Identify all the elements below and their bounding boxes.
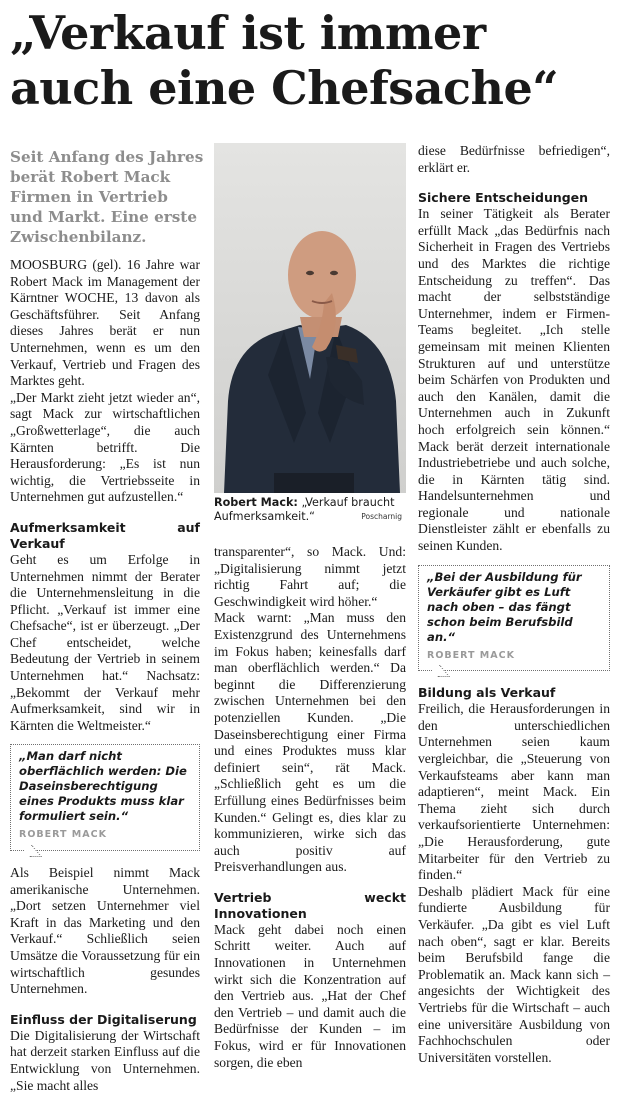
body-paragraph: „Der Markt zieht jetzt wieder an“, sagt Mack zur wirtschaftlichen „Großwetterlage“, die auch Kärnten betrifft. Die Herausforderung: „Es ist nun wichtig, die Vertriebsseite in Unternehmen gut aufzustellen.“ [10,389,200,505]
caption-text: „Verkauf braucht Aufmerksamkeit.“ [214,496,395,523]
section-heading: Aufmerksamkeit auf Verkauf [10,519,200,551]
pull-quote-text: „Man darf nicht oberflächlich werden: Die Daseinsberechtigung eines Produkts muss klar formuliert sein.“ [19,749,187,824]
article-column-2 [214,544,406,1071]
body-paragraph: Die Digitalisierung der Wirtschaft hat derzeit starken Einfluss auf die Entwicklung von Unternehmen. „Sie macht alles [10,1027,200,1093]
article-column-3 [418,143,610,1066]
body-paragraph: Als Beispiel nimmt Mack amerikanische Unternehmen. „Dort setzen Unternehmer viel Kraft in das Marketing und den Verkauf.“ Schließlich seien Umsätze die Voraussetzung für ein wirtschaftlich gesundes Unternehmen. [10,865,200,997]
body-paragraph: Mack warnt: „Man muss den Existenzgrund des Unternehmens im Fokus haben; keinesfalls darf man oberflächlich werden.“ Da beginnt die Differenzierung zwischen Unternehmen bei den potenziellen Kunden. „Die Daseinsberechtigung einer Firma und eines Produktes muss klar definiert sein“, rät Mack. „Schließlich geht es um die Erfüllung eines Bedürfnisses beim Kunden.“ Gelingt es, dies klar zu kommunizieren, wirke sich das auch positiv auf Preisverhandlungen aus. [214,610,406,875]
photo-credit: Poscharnig [361,512,402,521]
section-heading: Sichere Entscheidungen [418,190,589,206]
body-paragraph: Freilich, die Herausforderungen in den unterschiedlichen Unternehmen seien kaum vergleichbar, die „Steuerung von Verkaufsteams aber kann man adaptieren“, meint Mack. Ein Thema zieht sich durch verkaufsorientierte Unternehmen: „Die Herausforderung, gute Mitarbeiter für den Vertrieb zu finden.“ [418,701,610,883]
body-paragraph: Deshalb plädiert Mack für eine fundierte Ausbildung für Verkäufer. „Da gibt es viel Luft nach oben“, sagt er klar. Bereits beim Berufsbild fange die Problematik an. Mack kann sich – angesichts der Wichtigkeit des Vertriebs für die Wirtschaft – auch eine universitäre Ausbildung von Fachhochschulen oder Universitäten vorstellen. [418,883,610,1065]
pull-quote [418,565,610,672]
body-paragraph: transparenter“, so Mack. Und: „Digitalisierung nimmt jetzt richtig Fahrt auf; die Geschwindigkeit wird höher.“ [214,544,406,609]
section-heading: Einfluss der Digitaliserung [10,1011,197,1027]
headline [10,6,610,116]
lead-paragraph: Seit Anfang des Jahres berät Robert Mack Firmen in Vertrieb und Markt. Eine erste Zwischenbilanz. [10,148,204,246]
portrait-illustration [214,143,406,493]
photo-caption [214,496,406,524]
body-paragraph: In seiner Tätigkeit als Berater erfüllt Mack „das Bedürfnis nach Sicherheit in Fragen des Vertriebs und des Marktes die richtige Entscheidung zu treffen“. Das macht der selbstständige Unternehmer, indem er Firmen-Teams begleitet. „Ich stelle gemeinsam mit meinen Klienten Strukturen auf und unterstütze beim Schärfen von Produkten und auch den Kanälen, damit die Unternehmen auch in Zukunft hoch erfolgreich sein können.“ Mack berät derzeit internationale Industriebetriebe und auch solche, die in Kärnten tätig sind. Handelsunternehmen und regionale und nationale Dienstleister zählt er ebenfalls zu seinen Kunden. [418,206,610,554]
body-paragraph: diese Bedürfnisse befriedigen“, erklärt er. [418,143,610,175]
pull-quote-author: ROBERT MACK [19,829,107,841]
headline-line-1: „Verkauf ist immer [10,6,486,60]
pull-quote-author: ROBERT MACK [427,649,515,661]
pull-quote-text: „Bei der Ausbildung für Verkäufer gibt es Luft nach oben – das fängt schon beim Berufsbild an.“ [427,569,582,644]
body-paragraph: Geht es um Erfolge in Unternehmen nimmt der Berater die Unternehmensleitung in die Pflicht. „Verkauf ist immer eine Chefsache“, ist er überzeugt. „Der Chef entscheidet, welche Bedeutung der Vertrieb in seinem Unternehmen hat.“ Nachsatz: „Bekommt der Verkauf mehr Aufmerksamkeit, sind wir in Kärnten die Weltmeister.“ [10,551,200,733]
section-heading: Vertrieb weckt Innovationen [214,889,406,921]
body-paragraph: MOOSBURG (gel). 16 Jahre war Robert Mack im Management der Kärntner WOCHE, 13 davon als Geschäftsführer. Seit Anfang dieses Jahres berät er nun Unternehmen, wenn es um den Verkauf, Vertrieb und Fragen des Marktes geht. [10,257,200,389]
section-heading: Bildung als Verkauf [418,685,556,701]
body-paragraph: Mack geht dabei noch einen Schritt weiter. Auch auf Innovationen in Unternehmen wirkt sich die Konzentration auf den Vertrieb aus. „Hat der Chef den Vertrieb – und damit auch die Bedürfnisse der Kunden – im Fokus, wird er für Innovationen sorgen, die eben [214,921,406,1070]
article-column-1 [10,257,200,1094]
portrait-photo [214,143,406,493]
pull-quote [10,744,200,851]
headline-line-2: auch eine Chefsache“ [10,61,559,115]
caption-name: Robert Mack: [214,496,298,509]
